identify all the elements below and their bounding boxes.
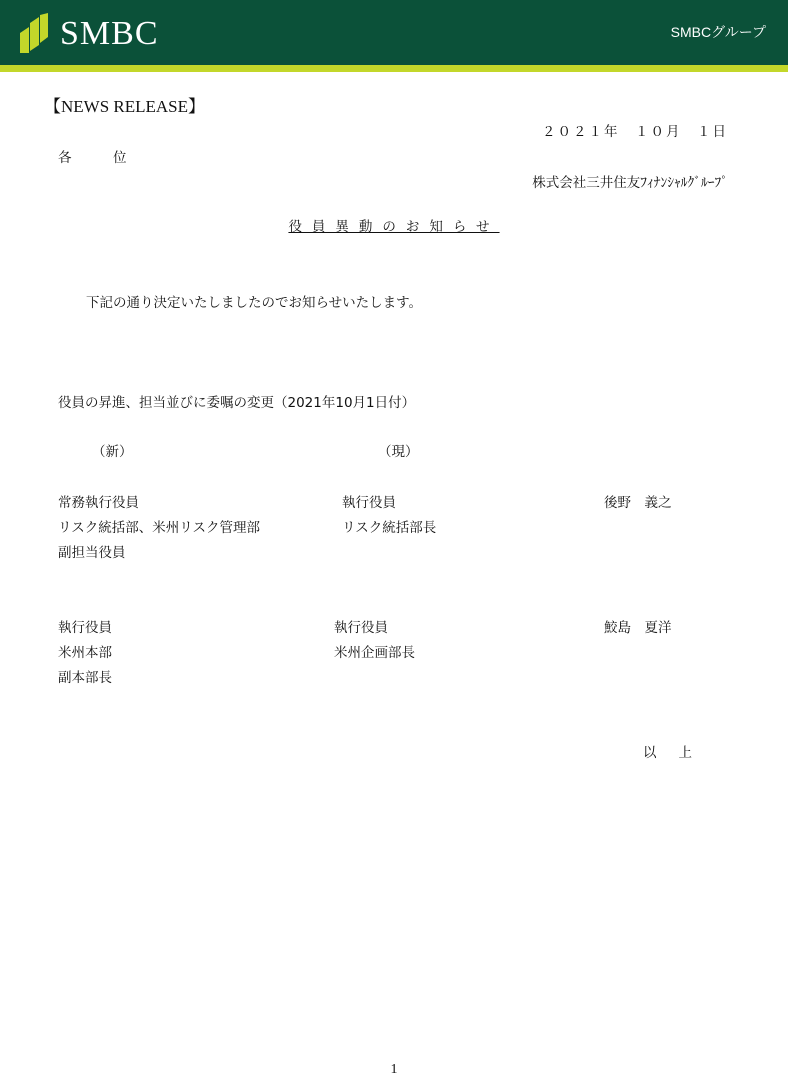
smbc-leaf-logo-icon [20, 13, 48, 53]
entry-1-current-title: 執行役員 [342, 495, 396, 511]
entry-1-new-dept: リスク統括部、米州リスク管理部 [58, 520, 260, 536]
header-stripe [0, 65, 788, 72]
column-label-current: （現） [378, 444, 419, 460]
entry-2-new-dept: 米州本部 [58, 645, 112, 661]
page-number: 1 [390, 1062, 398, 1077]
entry-1-name: 後野 義之 [604, 495, 672, 511]
subject-heading [0, 218, 788, 236]
entry-2-new-role: 副本部長 [58, 670, 112, 686]
company-name: 株式会社三井住友ﾌｨﾅﾝｼｬﾙｸﾞﾙｰﾌﾟ [532, 175, 728, 191]
entry-2-new-title: 執行役員 [58, 620, 112, 636]
column-label-new: （新） [92, 444, 133, 460]
logo-text: SMBC [60, 15, 159, 52]
entry-1-new-role: 副担当役員 [58, 545, 126, 561]
entry-2-current-role: 米州企画部長 [334, 645, 415, 661]
addressee: 各 位 [58, 150, 141, 166]
intro-text: 下記の通り決定いたしましたのでお知らせいたします。 [86, 295, 423, 311]
subject-text: 役員異動のお知らせ [288, 219, 500, 235]
entry-2-current-title: 執行役員 [334, 620, 388, 636]
group-label: SMBCグループ [670, 24, 766, 40]
news-release-label: 【NEWS RELEASE】 [44, 97, 206, 116]
section-title: 役員の昇進、担当並びに委嘱の変更（2021年10月1日付） [58, 395, 416, 411]
closing-text: 以上 [643, 745, 714, 761]
entry-1-new-title: 常務執行役員 [58, 495, 139, 511]
entry-2-name: 鮫島 夏洋 [604, 620, 672, 636]
entry-1-current-role: リスク統括部長 [342, 520, 437, 536]
header-bar [0, 0, 788, 65]
release-date: ２０２１年 １０月 １日 [542, 124, 728, 140]
